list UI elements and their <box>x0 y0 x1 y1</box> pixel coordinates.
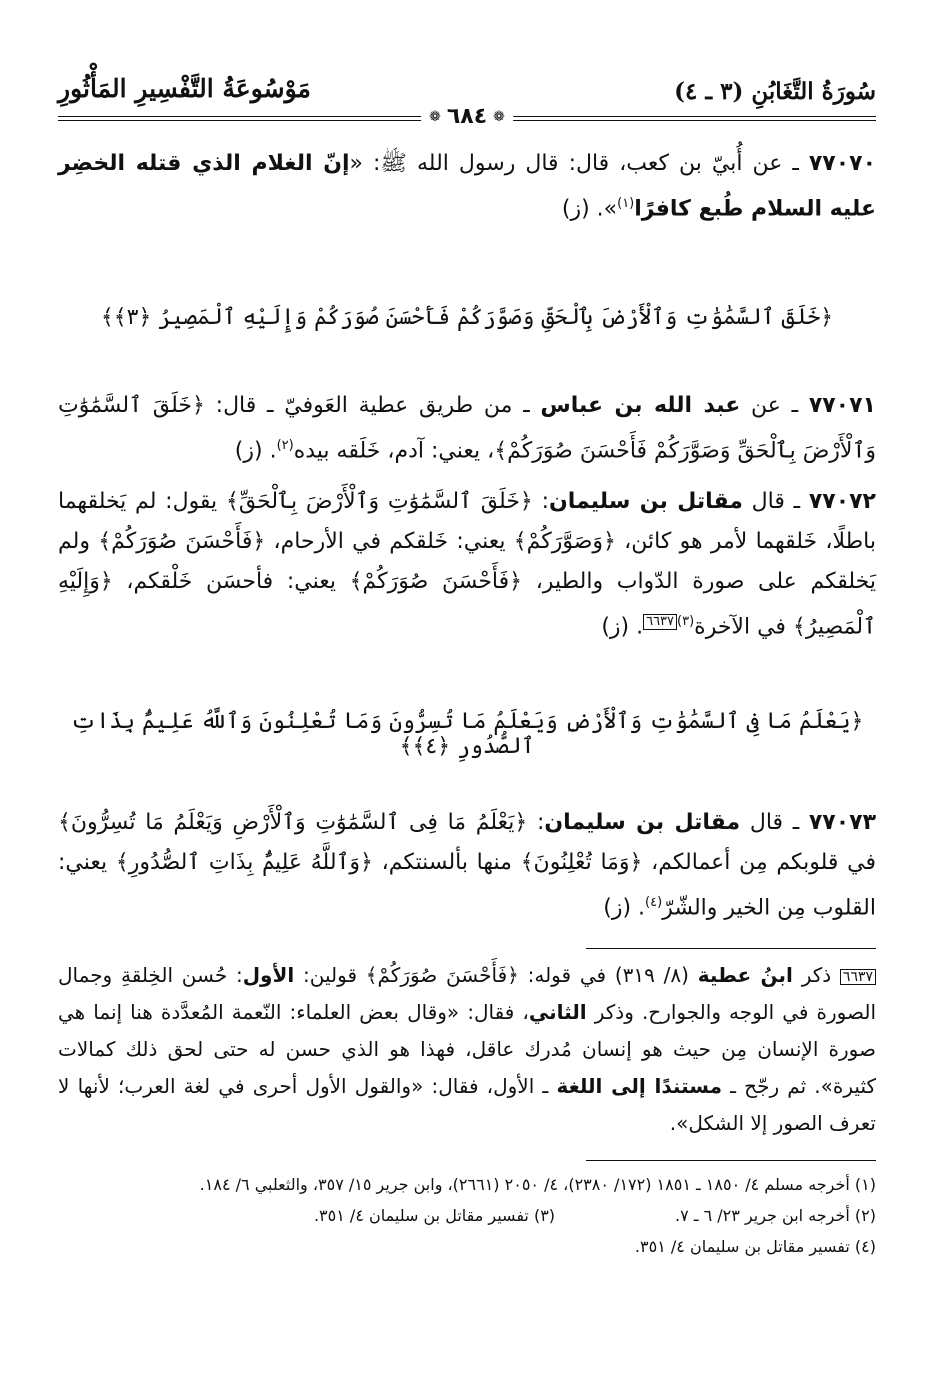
footnote-row <box>58 1200 876 1231</box>
hadith-tail: . (ز) <box>603 895 646 921</box>
quran-verse-4: ﴿يَعْلَمُ مَا فِى ٱلسَّمَٰوَٰتِ وَٱلْأَرْضِ وَيَعْلَمُ مَا تُسِرُّونَ وَمَا تُعْلِنُونَ وَٱللَّهُ عَلِيمٌۢ بِذَاتِ ٱلصُّدُورِ ﴿٤﴾﴾ <box>70 708 864 759</box>
surah-header: سُورَةُ التَّغَابُنِ (٣ ـ ٤) <box>674 78 876 105</box>
ornament-icon: ❁ <box>493 108 505 125</box>
quran-verse-3: ﴿خَلَقَ ٱلسَّمَٰوَٰتِ وَٱلْأَرْضَ بِٱلْحَقِّ وَصَوَّرَكُمْ فَأَحْسَنَ صُوَرَكُمْ وَإِلَيْهِ ٱلْمَصِيرُ ﴿٣﴾﴾ <box>100 305 834 331</box>
page-number: ٦٨٤ <box>446 104 488 129</box>
hadith-77072 <box>58 482 876 647</box>
footnote-ref: (٢) <box>276 438 294 454</box>
hadith-dash: ـ قال <box>740 809 809 835</box>
hadith-77070 <box>58 144 876 229</box>
commentary-author: ابنُ عطية <box>697 963 793 988</box>
commentary-second: الثاني <box>528 1000 587 1025</box>
footnote-2: (٢) أخرجه ابن جرير ٢٣/ ٦ ـ ٧. <box>675 1206 876 1226</box>
narrator: عبد الله بن عباس <box>540 393 741 419</box>
narrator: مقاتل بن سليمان <box>548 488 743 514</box>
hadith-number: ٧٧٠٧١ <box>808 393 876 419</box>
hadith-text: : ﴿يَعْلَمُ مَا فِى ٱلسَّمَٰوَٰتِ وَٱلْأَرْضِ وَيَعْلَمُ مَا تُسِرُّونَ﴾ في قلوبكم مِن أعمالكم، ﴿وَمَا تُعْلِنُونَ﴾ منها بألسنتكم، ﴿وَٱللَّهُ عَلِيمٌۢ بِذَاتِ ٱلصُّدُورِ﴾ يعني: القلوب مِن الخير والشّرّ <box>58 809 876 921</box>
commentary-lang: مستندًا إلى اللغة <box>556 1074 722 1099</box>
hadith-number: ٧٧٠٧٣ <box>808 809 876 835</box>
hadith-77071 <box>58 386 876 471</box>
commentary-text: ذكر <box>792 963 840 988</box>
commentary-first: الأول <box>242 963 295 988</box>
hadith-text: ـ من طريق عطية العَوفيّ ـ قال: ﴿خَلَقَ ٱلسَّمَٰوَٰتِ وَٱلْأَرْضَ بِٱلْحَقِّ وَصَوَّرَكُمْ فَأَحْسَنَ صُوَرَكُمْ﴾، يعني: آدم، خَلَقه بيده <box>58 393 876 464</box>
page <box>58 60 876 1380</box>
footnote-ref: (٣) <box>677 613 695 629</box>
hadith-number: ٧٧٠٧٠ <box>808 151 876 176</box>
hadith-dash: ـ عن <box>740 393 809 419</box>
footnote-3: (٣) تفسير مقاتل بن سليمان ٤/ ٣٥١. <box>313 1206 556 1226</box>
hadith-tail: . (ز) <box>234 438 277 464</box>
hadith-tail: . (ز) <box>601 613 644 639</box>
ornament-icon: ❁ <box>429 108 441 125</box>
book-title: مَوْسُوعَةُ التَّفْسِيرِ المَأْثُورِ <box>58 74 311 103</box>
footnote-ref: (١) <box>617 196 635 211</box>
footnote-ref: (٤) <box>645 894 663 910</box>
hadith-text: : ﴿خَلَقَ ٱلسَّمَٰوَٰتِ وَٱلْأَرْضَ بِٱلْحَقِّ﴾ يقول: لم يَخلقهما باطلًا، خَلقهما لأمر هو كائن، ﴿وَصَوَّرَكُمْ﴾ يعني: خَلقكم في الأرحام، ﴿فَأَحْسَنَ صُوَرَكُمْ﴾ ولم يَخلقكم على صورة الدّواب والطير، ﴿فَأَحْسَنَ صُوَرَكُمْ﴾ يعني: فأحسَن خَلْقكم، ﴿وَإِلَيْهِ ٱلْمَصِيرُ﴾ في الآخرة <box>58 488 876 639</box>
commentary-text: ، فقال: «وقال بعض العلماء: النّعمة المُعدَّدة هنا إنما هي صورة الإنسان مِن حيث هو إنسان مُدرك عاقل، فهذا هو الذي حسن له حتى لحق ذلك كمالات كثيرة». ثم رجّح ـ <box>58 1000 876 1099</box>
running-header <box>58 60 876 129</box>
hadith-number: ٧٧٠٧٢ <box>808 488 876 514</box>
commentary-text: (٨/ ٣١٩) في قوله: ﴿فَأَحْسَنَ صُوَرَكُمْ﴾ قولين: <box>294 963 698 988</box>
commentary-6637 <box>58 957 876 1142</box>
footnote-1: (١) أخرجه مسلم ٤/ ١٨٥٠ ـ ١٨٥١ (١٧٢/ ٢٣٨٠)، ٤/ ٢٠٥٠ (٢٦٦١)، وابن جرير ١٥/ ٣٥٧، والثعلبي ٦/ ١٨٤. <box>199 1175 876 1195</box>
commentary-text: ـ الأول، فقال: «والقول الأول أحرى في لغة العرب؛ لأنها لا تعرف الصور إلا الشكل». <box>58 1074 876 1136</box>
hadith-dash: ـ قال <box>742 488 809 514</box>
hadith-lead: ـ عن أُبيّ بن كعب، قال: قال رسول الله ﷺ: « <box>349 151 809 176</box>
page-number-badge <box>421 104 513 129</box>
commentary-ref-box: ٦٦٣٧ <box>643 614 677 630</box>
hadith-quote: إنّ الغلام الذي قتله الخضِر عليه السلام طُبع كافرًا <box>58 151 876 222</box>
narrator: مقاتل بن سليمان <box>544 809 741 835</box>
hadith-77073 <box>58 803 876 928</box>
commentary-number-box: ٦٦٣٧ <box>840 969 876 985</box>
footnotes <box>58 1169 876 1262</box>
footnote-4: (٤) تفسير مقاتل بن سليمان ٤/ ٣٥١. <box>634 1237 876 1257</box>
commentary-text: : حُسن الخِلقةِ وجمال الصورة في الوجه والجوارح. وذكر <box>58 963 876 1025</box>
hadith-tail: ». (ز) <box>561 196 618 222</box>
